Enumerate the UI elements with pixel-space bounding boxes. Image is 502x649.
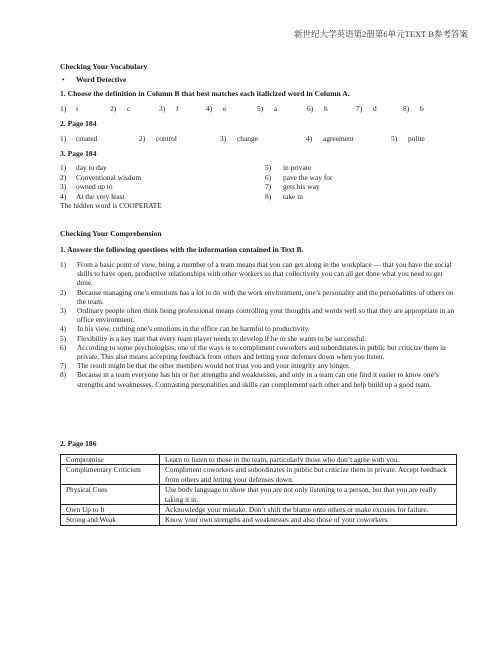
table-cell-description: Learn to listen to those in the team, particularly those who don’t agree with you. xyxy=(160,455,457,465)
answer-value: control xyxy=(156,134,177,143)
table-row xyxy=(61,505,457,515)
item-number: 5) xyxy=(265,163,272,172)
answer-number: 3) xyxy=(159,104,166,113)
list-item xyxy=(60,182,162,192)
table-row xyxy=(61,515,457,525)
item-number: 6) xyxy=(60,342,67,352)
section-title-vocabulary: Checking Your Vocabulary xyxy=(60,62,148,71)
answer-number: 1) xyxy=(60,104,67,113)
table-cell-description: Compliment coworkers and subordinates in public but criticize them in private. Accept feedback from others and letting your defenses down. xyxy=(160,465,457,485)
item-text: Because in a team everyone has his or her strengths and weaknesses, and only in a team can one find it easier to know one’s strengths and weaknesses. Contrasting personalities and skills can complement each other and help build up a good team. xyxy=(77,370,439,389)
answer-value: i xyxy=(76,104,79,113)
answer-value: h xyxy=(324,104,328,113)
item-number: 8) xyxy=(60,370,67,380)
answer-number: 2) xyxy=(110,104,117,113)
question-2-heading: 2. Page 184 xyxy=(60,119,97,128)
list-item xyxy=(60,192,162,202)
list-item xyxy=(60,260,460,288)
answer-value: created xyxy=(76,134,98,143)
item-number: 4) xyxy=(60,324,67,334)
answer-number: 1) xyxy=(60,134,67,143)
item-number: 5) xyxy=(60,333,67,343)
answer-number: 3) xyxy=(220,134,227,143)
q1-answers xyxy=(60,104,430,113)
answer-number: 6) xyxy=(307,104,314,113)
item-text: In his view, curbing one’s emotions in the office can be harmful to productivity. xyxy=(77,324,310,334)
bullet: • xyxy=(62,75,65,84)
answer-value: f xyxy=(176,104,179,113)
list-item xyxy=(60,173,162,183)
item-text: Flexibility is a key trait that every team player needs to develop if he or she wants to be successful. xyxy=(77,333,366,343)
list-item xyxy=(265,173,332,183)
question-1-heading: 1. Choose the definition in Column B that best matches each italicized word in Column A. xyxy=(60,89,350,98)
word-detective-heading: Word Detective xyxy=(76,75,127,84)
list-item xyxy=(60,288,460,306)
answer-value: agreement xyxy=(323,134,354,143)
answer-value: b xyxy=(420,104,424,113)
item-number: 6) xyxy=(265,172,272,182)
list-item xyxy=(265,182,332,192)
item-text: Conventional wisdom xyxy=(76,172,142,182)
item-text: pave the way for xyxy=(283,172,333,182)
table-cell-term: Strong and Weak xyxy=(61,515,160,525)
item-number: 3) xyxy=(60,182,67,192)
item-text: Ordinary people often think being professional means controlling your thoughts and words well so that they are appropriate in an office environment. xyxy=(77,306,455,325)
item-text: The result might be that the other members would not trust you and your integrity any longer. xyxy=(77,361,350,371)
list-item xyxy=(60,163,162,173)
q3-right-column xyxy=(265,163,332,201)
item-text: owned up to xyxy=(76,182,113,192)
section-title-comprehension: Checking Your Comprehension xyxy=(60,229,162,238)
item-number: 1) xyxy=(60,260,67,269)
answer-number: 5) xyxy=(391,134,398,143)
item-number: 1) xyxy=(60,163,67,172)
answer-value: polite xyxy=(408,134,425,143)
list-item xyxy=(60,370,460,388)
answer-value: change xyxy=(237,134,258,143)
answer-value: c xyxy=(127,104,131,113)
table-row xyxy=(61,465,457,485)
item-number: 7) xyxy=(60,361,67,371)
item-number: 8) xyxy=(265,191,272,201)
answer-number: 5) xyxy=(257,104,264,113)
question-3-heading: 3. Page 184 xyxy=(60,149,97,158)
table-cell-term: Own Up to It xyxy=(61,505,160,515)
item-text: From a basic point of view, being a member of a team means that you can get along in the workplace — that you have the social skills to have open, productive relationships with other workers so that collectively you can all get done what you need to get done. xyxy=(77,260,452,288)
table-cell-description: Use body language to show that you are not only listening to a person, but that you are really taking it in. xyxy=(160,485,457,505)
comprehension-2-heading: 2. Page 186 xyxy=(60,439,97,448)
item-number: 2) xyxy=(60,172,67,182)
item-text: According to some psychologists, one of the ways is to compliment coworkers and subordinates in public but criticize them in private. This also means accepting feedback from others and letting your defenses down when you listen. xyxy=(77,342,446,362)
answer-number: 2) xyxy=(139,134,146,143)
answer-number: 8) xyxy=(403,104,410,113)
table-cell-description: Know your own strengths and weaknesses and also those of your coworkers. xyxy=(160,515,457,525)
table-row xyxy=(61,455,457,465)
list-item xyxy=(60,361,460,370)
list-item xyxy=(60,343,460,361)
hidden-word-line: The hidden word is COOPERATE xyxy=(60,201,162,211)
answer-number: 4) xyxy=(206,104,213,113)
list-item xyxy=(60,324,460,333)
item-text: gets his way xyxy=(283,182,320,192)
item-text: day to day xyxy=(76,163,107,172)
item-number: 4) xyxy=(60,191,67,201)
item-text: Because managing one’s emotions has a lot to do with the work environment, one’s personality and the personalities of others on the team. xyxy=(77,287,454,306)
item-number: 3) xyxy=(60,306,67,316)
item-text: in private xyxy=(283,163,312,172)
answer-value: e xyxy=(223,104,227,113)
page-header: 新世纪大学英语第2册第6单元TEXT B参考答案 xyxy=(294,29,468,39)
table-cell-term: Complimentary Criticism xyxy=(61,465,160,485)
item-number: 7) xyxy=(265,182,272,192)
item-text: take in xyxy=(283,191,303,201)
answer-number: 7) xyxy=(356,104,363,113)
table-row xyxy=(61,485,457,505)
list-item xyxy=(60,334,460,343)
item-text: At the very least xyxy=(76,191,125,201)
list-item xyxy=(265,163,332,173)
answer-value: d xyxy=(373,104,377,113)
table-cell-term: Compromise xyxy=(61,455,160,465)
comprehension-answer-list xyxy=(60,260,460,389)
list-item xyxy=(60,306,460,324)
comprehension-1-heading: 1. Answer the following questions with the information contained in Text B. xyxy=(60,245,304,254)
table-cell-term: Physical Cues xyxy=(61,485,160,505)
strategy-table xyxy=(60,454,457,526)
table-cell-description: Acknowledge your mistake. Don’t shift the blame onto others or make excuses for failure. xyxy=(160,505,457,515)
item-number: 2) xyxy=(60,287,67,297)
answer-number: 4) xyxy=(306,134,313,143)
q3-left-column xyxy=(60,163,162,211)
q2-answers xyxy=(60,134,438,143)
answer-value: a xyxy=(274,104,278,113)
list-item xyxy=(265,192,332,202)
